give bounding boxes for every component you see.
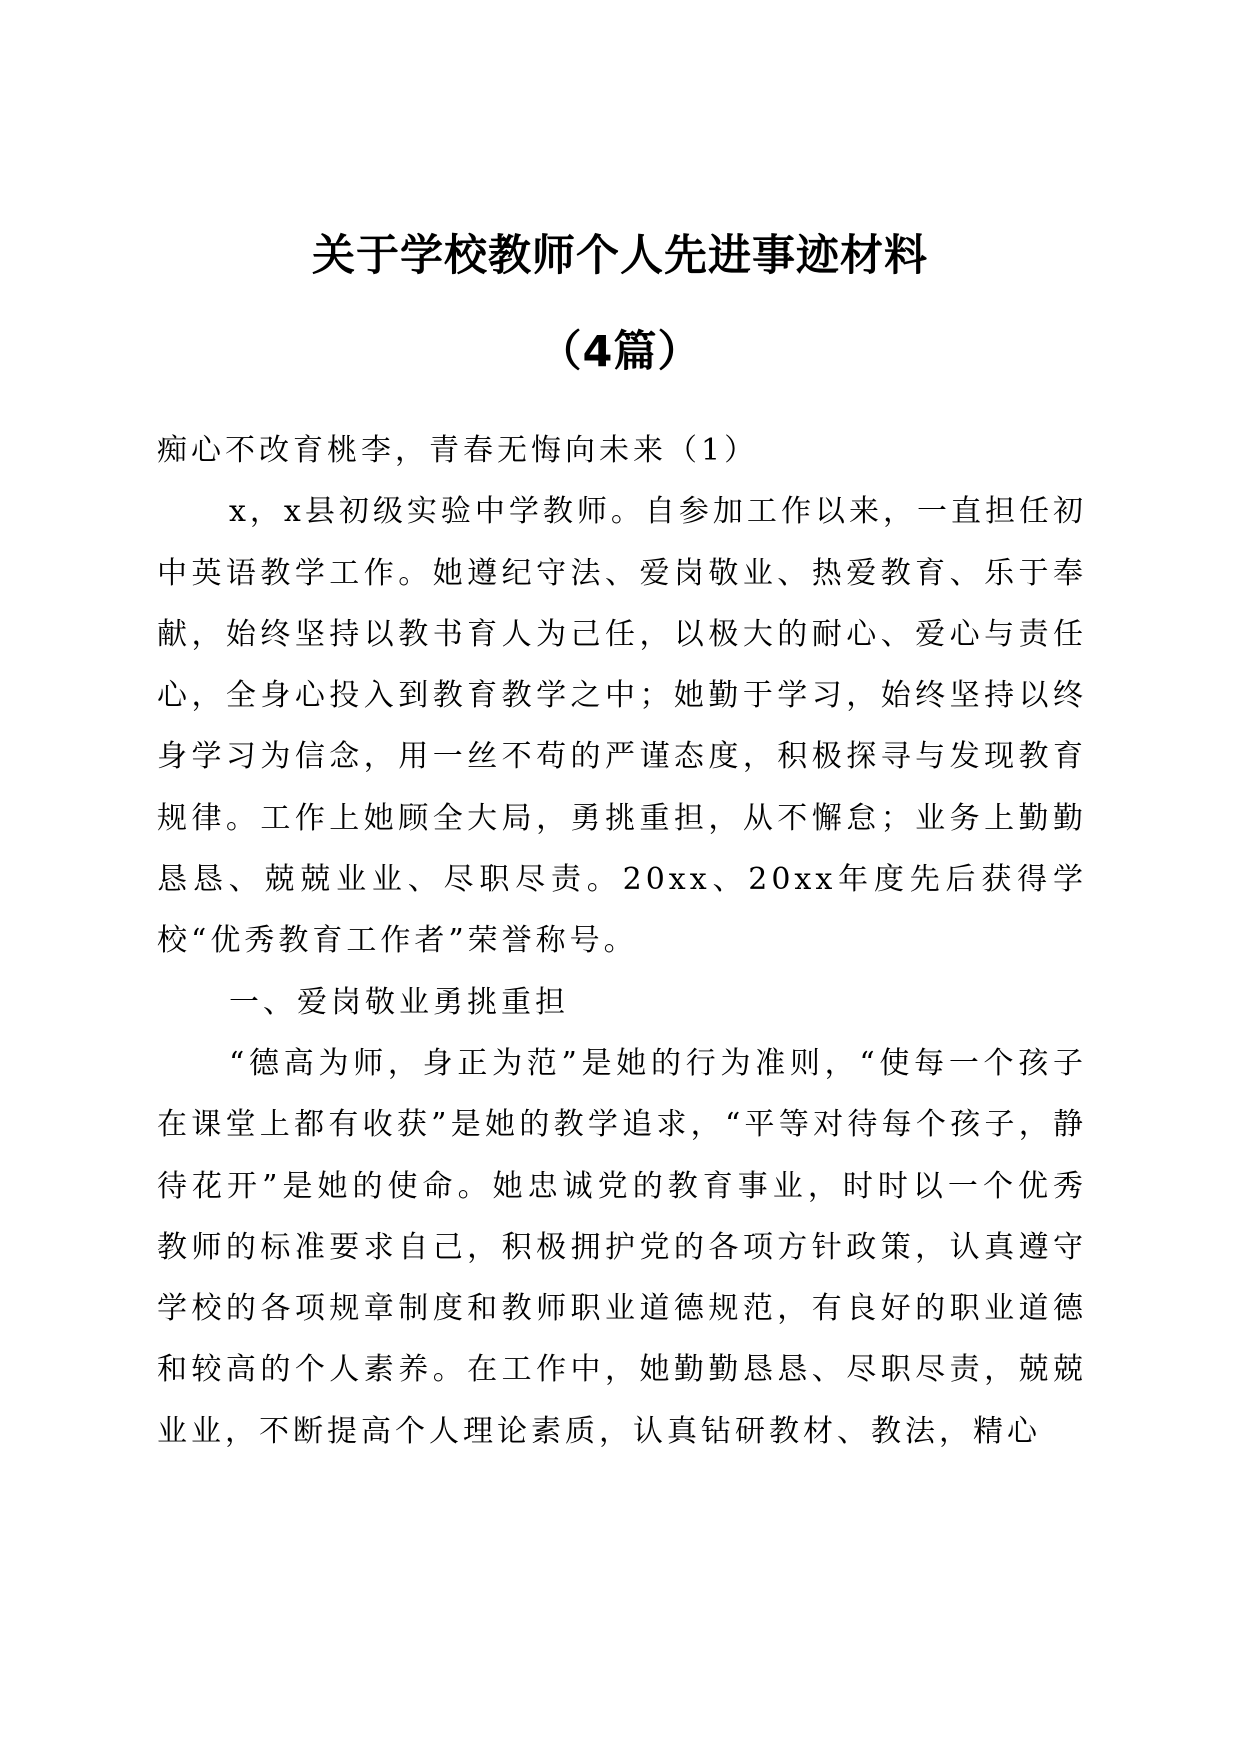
document-title: 关于学校教师个人先进事迹材料 bbox=[312, 231, 928, 281]
section-heading: 痴心不改育桃李，青春无悔向未来（1） bbox=[157, 433, 759, 468]
subsection-heading: 一、爱岗敬业勇挑重担 bbox=[229, 984, 569, 1020]
document-body bbox=[157, 420, 1087, 1462]
document-subtitle: （4篇） bbox=[538, 327, 702, 377]
paragraph-intro: x，x县初级实验中学教师。自参加工作以来，一直担任初中英语教学工作。她遵纪守法、爱岗敬业、热爱教育、乐于奉献，始终坚持以教书育人为己任，以极大的耐心、爱心与责任心，全身心投入到教育教学之中；她勤于学习，始终坚持以终身学习为信念，用一丝不苟的严谨态度，积极探寻与发现教育规律。工作上她顾全大局，勇挑重担，从不懈怠；业务上勤勤恳恳、兢兢业业、尽职尽责。20xx、20xx年度先后获得学校“优秀教育工作者”荣誉称号。 bbox=[157, 494, 1087, 959]
paragraph-dedication: “德高为师，身正为范”是她的行为准则，“使每一个孩子在课堂上都有收获”是她的教学追求，“平等对待每个孩子，静待花开”是她的使命。她忠诚党的教育事业，时时以一个优秀教师的标准要求自己，积极拥护党的各项方针政策，认真遵守学校的各项规章制度和教师职业道德规范，有良好的职业道德和较高的个人素养。在工作中，她勤勤恳恳、尽职尽责，兢兢业业，不断提高个人理论素质，认真钻研教材、教法，精心 bbox=[157, 1045, 1087, 1449]
